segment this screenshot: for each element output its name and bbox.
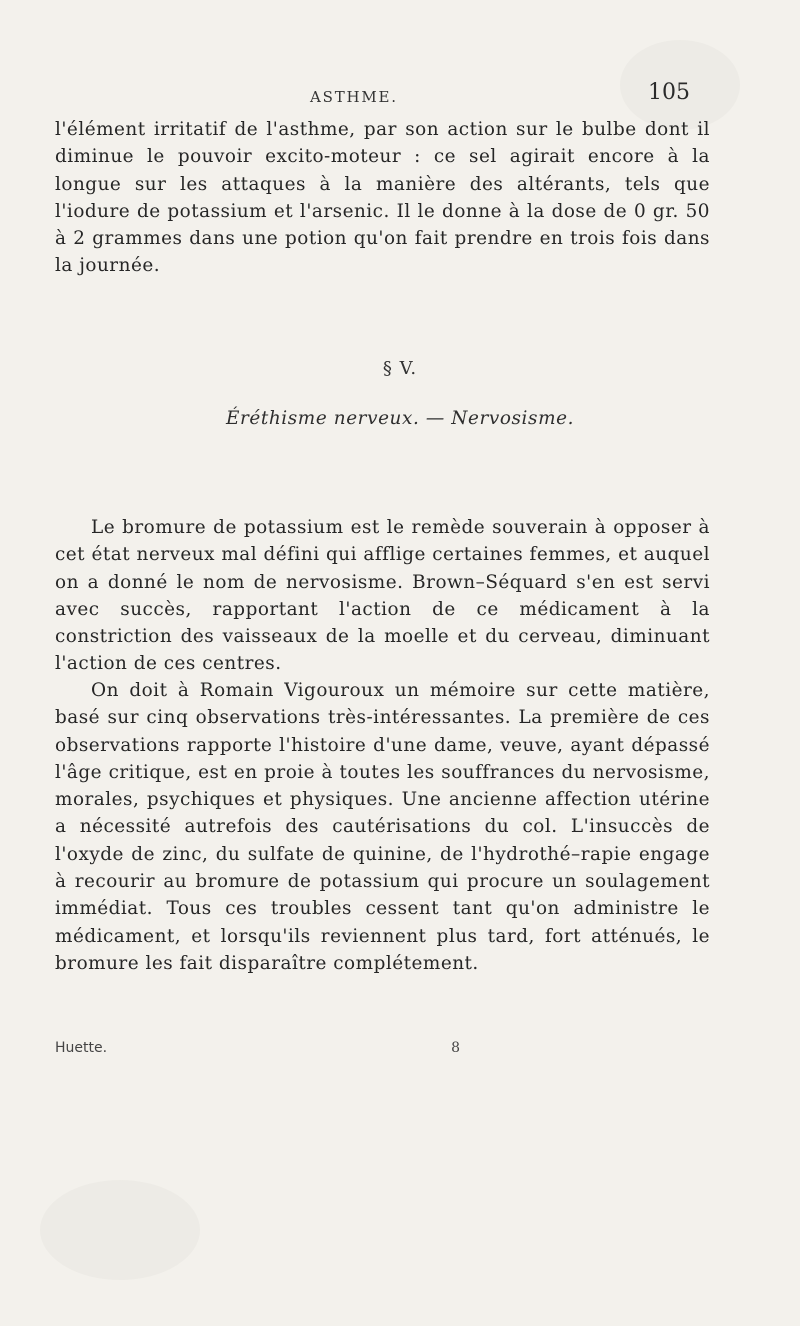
- running-title: ASTHME.: [310, 88, 398, 106]
- paragraph-text: Le bromure de potassium est le remède souverain à opposer à cet état nerveux mal défini qui afflige certaines femmes, et auquel on a donné le nom de nervosisme. Brown–Séquard s'en est servi avec succès, rapportant l'action de ce médicament à la constriction des vaisseaux de la moelle et du cerveau, diminuant l'action de ces centres.: [55, 517, 710, 675]
- section-number: § V.: [382, 358, 418, 379]
- footer-author: Huette.: [55, 1040, 108, 1056]
- vigouroux-paragraph: [55, 677, 710, 977]
- section-title: Éréthisme nerveux. — Nervosisme.: [225, 408, 575, 429]
- running-head: [250, 80, 690, 116]
- paper-stain: [40, 1180, 200, 1280]
- paragraph-text: l'élément irritatif de l'asthme, par son action sur le bulbe dont il diminue le pouvoir excito-moteur : ce sel agirait encore à la longue sur les attaques à la manière des altérants, tels que l'iodure de potassium et l'arsenic. Il le donne à la dose de 0 gr. 50 à 2 grammes dans une potion qu'on fait prendre en trois fois dans la journée.: [55, 119, 710, 277]
- page-number: 105: [648, 80, 690, 105]
- signature-mark: 8: [451, 1040, 460, 1056]
- page-footer: [55, 1040, 460, 1062]
- paragraph-text: On doit à Romain Vigouroux un mémoire sur cette matière, basé sur cinq observations très-intéressantes. La première de ces observations rapporte l'histoire d'une dame, veuve, ayant dépassé l'âge critique, est en proie à toutes les souffrances du nervosisme, morales, psychiques et physiques. Une ancienne affection utérine a nécessité autrefois des cautérisations du col. L'insuccès de l'oxyde de zinc, du sulfate de quinine, de l'hydrothé–rapie engage à recourir au bromure de potassium qui procure un soulagement immédiat. Tous ces troubles cessent tant qu'on administre le médicament, et lorsqu'ils reviennent plus tard, fort atténués, le bromure les fait disparaître complétement.: [55, 680, 710, 974]
- opening-paragraph: [55, 116, 710, 280]
- bromure-paragraph: [55, 514, 710, 678]
